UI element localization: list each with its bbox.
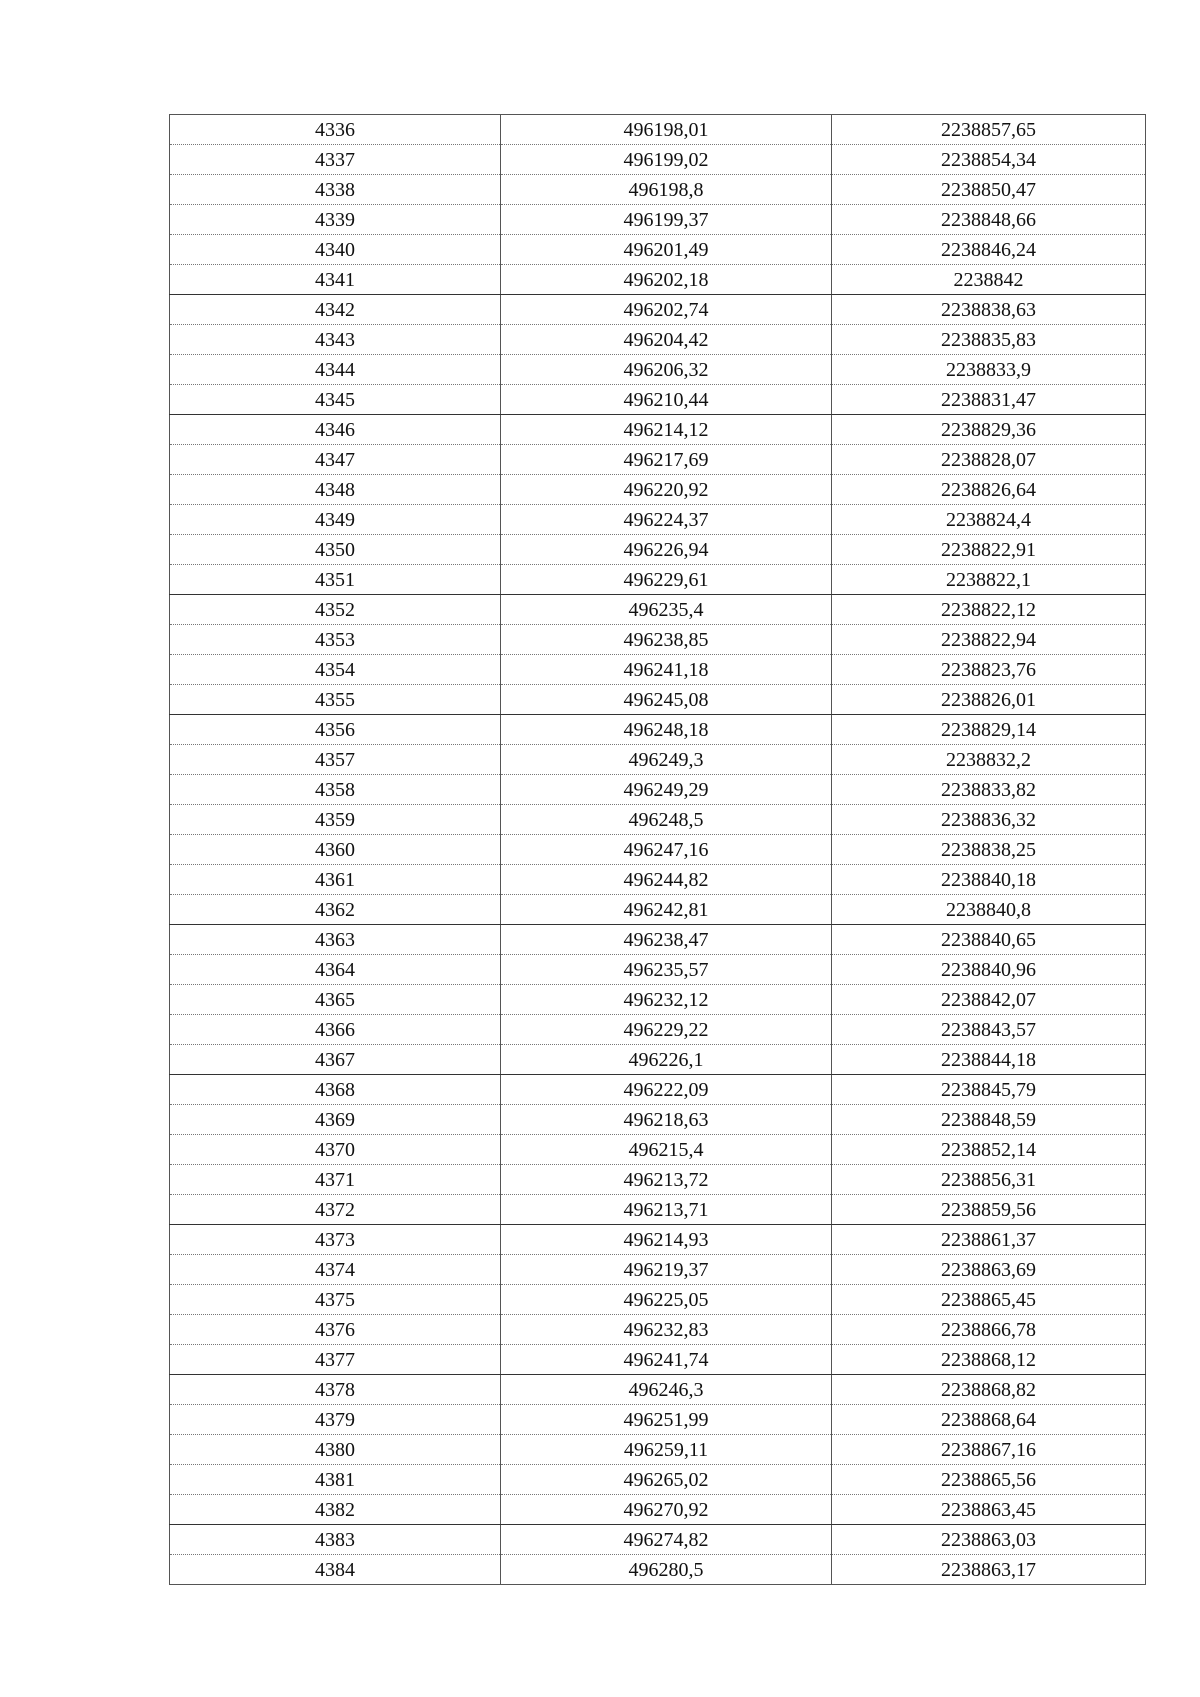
table-row (170, 355, 1146, 385)
table-row (170, 895, 1146, 925)
table-row (170, 1135, 1146, 1165)
y-coordinate-cell: 2238866,78 (832, 1315, 1146, 1345)
point-number-cell: 4359 (170, 805, 501, 835)
y-coordinate-cell: 2238826,01 (832, 685, 1146, 715)
point-number-cell: 4356 (170, 715, 501, 745)
x-coordinate-cell: 496202,18 (501, 265, 832, 295)
point-number-cell: 4340 (170, 235, 501, 265)
x-coordinate-cell: 496219,37 (501, 1255, 832, 1285)
point-number-cell: 4361 (170, 865, 501, 895)
y-coordinate-cell: 2238822,1 (832, 565, 1146, 595)
point-number-cell: 4345 (170, 385, 501, 415)
x-coordinate-cell: 496198,01 (501, 115, 832, 145)
y-coordinate-cell: 2238843,57 (832, 1015, 1146, 1045)
point-number-cell: 4379 (170, 1405, 501, 1435)
point-number-cell: 4376 (170, 1315, 501, 1345)
y-coordinate-cell: 2238840,8 (832, 895, 1146, 925)
x-coordinate-cell: 496280,5 (501, 1555, 832, 1585)
x-coordinate-cell: 496213,71 (501, 1195, 832, 1225)
table-row (170, 1285, 1146, 1315)
y-coordinate-cell: 2238848,66 (832, 205, 1146, 235)
point-number-cell: 4378 (170, 1375, 501, 1405)
table-row (170, 1495, 1146, 1525)
table-row (170, 775, 1146, 805)
point-number-cell: 4358 (170, 775, 501, 805)
y-coordinate-cell: 2238861,37 (832, 1225, 1146, 1255)
y-coordinate-cell: 2238865,56 (832, 1465, 1146, 1495)
point-number-cell: 4364 (170, 955, 501, 985)
y-coordinate-cell: 2238850,47 (832, 175, 1146, 205)
x-coordinate-cell: 496241,18 (501, 655, 832, 685)
x-coordinate-cell: 496214,12 (501, 415, 832, 445)
y-coordinate-cell: 2238852,14 (832, 1135, 1146, 1165)
table-row (170, 595, 1146, 625)
table-row (170, 235, 1146, 265)
x-coordinate-cell: 496235,57 (501, 955, 832, 985)
table-row (170, 745, 1146, 775)
table-row (170, 655, 1146, 685)
point-number-cell: 4366 (170, 1015, 501, 1045)
x-coordinate-cell: 496249,29 (501, 775, 832, 805)
table-row (170, 805, 1146, 835)
point-number-cell: 4351 (170, 565, 501, 595)
table-row (170, 295, 1146, 325)
table-row (170, 985, 1146, 1015)
point-number-cell: 4348 (170, 475, 501, 505)
point-number-cell: 4347 (170, 445, 501, 475)
point-number-cell: 4353 (170, 625, 501, 655)
x-coordinate-cell: 496259,11 (501, 1435, 832, 1465)
y-coordinate-cell: 2238854,34 (832, 145, 1146, 175)
point-number-cell: 4384 (170, 1555, 501, 1585)
y-coordinate-cell: 2238844,18 (832, 1045, 1146, 1075)
point-number-cell: 4339 (170, 205, 501, 235)
table-row (170, 265, 1146, 295)
table-row (170, 1225, 1146, 1255)
y-coordinate-cell: 2238823,76 (832, 655, 1146, 685)
table-row (170, 1075, 1146, 1105)
y-coordinate-cell: 2238832,2 (832, 745, 1146, 775)
x-coordinate-cell: 496204,42 (501, 325, 832, 355)
y-coordinate-cell: 2238833,82 (832, 775, 1146, 805)
point-number-cell: 4350 (170, 535, 501, 565)
point-number-cell: 4343 (170, 325, 501, 355)
x-coordinate-cell: 496249,3 (501, 745, 832, 775)
y-coordinate-cell: 2238840,96 (832, 955, 1146, 985)
y-coordinate-cell: 2238867,16 (832, 1435, 1146, 1465)
point-number-cell: 4370 (170, 1135, 501, 1165)
coordinates-table (169, 114, 1146, 1585)
table-row (170, 115, 1146, 145)
y-coordinate-cell: 2238836,32 (832, 805, 1146, 835)
x-coordinate-cell: 496213,72 (501, 1165, 832, 1195)
x-coordinate-cell: 496206,32 (501, 355, 832, 385)
point-number-cell: 4365 (170, 985, 501, 1015)
y-coordinate-cell: 2238822,91 (832, 535, 1146, 565)
x-coordinate-cell: 496217,69 (501, 445, 832, 475)
x-coordinate-cell: 496248,18 (501, 715, 832, 745)
table-row (170, 1165, 1146, 1195)
point-number-cell: 4363 (170, 925, 501, 955)
table-row (170, 685, 1146, 715)
table-row (170, 1405, 1146, 1435)
x-coordinate-cell: 496199,37 (501, 205, 832, 235)
table-row (170, 865, 1146, 895)
table-row (170, 1015, 1146, 1045)
table-row (170, 535, 1146, 565)
x-coordinate-cell: 496245,08 (501, 685, 832, 715)
point-number-cell: 4344 (170, 355, 501, 385)
x-coordinate-cell: 496214,93 (501, 1225, 832, 1255)
point-number-cell: 4381 (170, 1465, 501, 1495)
table-row (170, 1555, 1146, 1585)
y-coordinate-cell: 2238822,94 (832, 625, 1146, 655)
table-row (170, 715, 1146, 745)
y-coordinate-cell: 2238863,45 (832, 1495, 1146, 1525)
x-coordinate-cell: 496232,12 (501, 985, 832, 1015)
table-row (170, 325, 1146, 355)
y-coordinate-cell: 2238829,14 (832, 715, 1146, 745)
x-coordinate-cell: 496226,94 (501, 535, 832, 565)
y-coordinate-cell: 2238845,79 (832, 1075, 1146, 1105)
x-coordinate-cell: 496202,74 (501, 295, 832, 325)
point-number-cell: 4377 (170, 1345, 501, 1375)
y-coordinate-cell: 2238828,07 (832, 445, 1146, 475)
y-coordinate-cell: 2238846,24 (832, 235, 1146, 265)
point-number-cell: 4380 (170, 1435, 501, 1465)
y-coordinate-cell: 2238831,47 (832, 385, 1146, 415)
point-number-cell: 4352 (170, 595, 501, 625)
x-coordinate-cell: 496215,4 (501, 1135, 832, 1165)
y-coordinate-cell: 2238868,82 (832, 1375, 1146, 1405)
y-coordinate-cell: 2238868,64 (832, 1405, 1146, 1435)
x-coordinate-cell: 496218,63 (501, 1105, 832, 1135)
x-coordinate-cell: 496201,49 (501, 235, 832, 265)
table-row (170, 1255, 1146, 1285)
table-row (170, 175, 1146, 205)
x-coordinate-cell: 496222,09 (501, 1075, 832, 1105)
point-number-cell: 4341 (170, 265, 501, 295)
point-number-cell: 4371 (170, 1165, 501, 1195)
y-coordinate-cell: 2238838,63 (832, 295, 1146, 325)
y-coordinate-cell: 2238840,65 (832, 925, 1146, 955)
point-number-cell: 4349 (170, 505, 501, 535)
x-coordinate-cell: 496229,22 (501, 1015, 832, 1045)
y-coordinate-cell: 2238863,03 (832, 1525, 1146, 1555)
table-row (170, 925, 1146, 955)
x-coordinate-cell: 496270,92 (501, 1495, 832, 1525)
y-coordinate-cell: 2238822,12 (832, 595, 1146, 625)
coordinates-table-body (170, 115, 1146, 1585)
x-coordinate-cell: 496225,05 (501, 1285, 832, 1315)
point-number-cell: 4346 (170, 415, 501, 445)
x-coordinate-cell: 496246,3 (501, 1375, 832, 1405)
point-number-cell: 4382 (170, 1495, 501, 1525)
table-row (170, 1105, 1146, 1135)
y-coordinate-cell: 2238863,17 (832, 1555, 1146, 1585)
point-number-cell: 4355 (170, 685, 501, 715)
point-number-cell: 4374 (170, 1255, 501, 1285)
table-row (170, 1375, 1146, 1405)
table-row (170, 415, 1146, 445)
table-row (170, 445, 1146, 475)
x-coordinate-cell: 496238,85 (501, 625, 832, 655)
point-number-cell: 4369 (170, 1105, 501, 1135)
table-row (170, 1315, 1146, 1345)
point-number-cell: 4336 (170, 115, 501, 145)
table-row (170, 565, 1146, 595)
y-coordinate-cell: 2238863,69 (832, 1255, 1146, 1285)
point-number-cell: 4342 (170, 295, 501, 325)
x-coordinate-cell: 496238,47 (501, 925, 832, 955)
x-coordinate-cell: 496265,02 (501, 1465, 832, 1495)
table-row (170, 1465, 1146, 1495)
x-coordinate-cell: 496224,37 (501, 505, 832, 535)
y-coordinate-cell: 2238842 (832, 265, 1146, 295)
table-row (170, 625, 1146, 655)
table-row (170, 1435, 1146, 1465)
y-coordinate-cell: 2238865,45 (832, 1285, 1146, 1315)
x-coordinate-cell: 496251,99 (501, 1405, 832, 1435)
y-coordinate-cell: 2238868,12 (832, 1345, 1146, 1375)
point-number-cell: 4375 (170, 1285, 501, 1315)
table-row (170, 1525, 1146, 1555)
x-coordinate-cell: 496244,82 (501, 865, 832, 895)
table-row (170, 475, 1146, 505)
y-coordinate-cell: 2238826,64 (832, 475, 1146, 505)
point-number-cell: 4362 (170, 895, 501, 925)
point-number-cell: 4337 (170, 145, 501, 175)
point-number-cell: 4354 (170, 655, 501, 685)
point-number-cell: 4373 (170, 1225, 501, 1255)
x-coordinate-cell: 496235,4 (501, 595, 832, 625)
table-row (170, 505, 1146, 535)
y-coordinate-cell: 2238848,59 (832, 1105, 1146, 1135)
y-coordinate-cell: 2238840,18 (832, 865, 1146, 895)
x-coordinate-cell: 496198,8 (501, 175, 832, 205)
x-coordinate-cell: 496232,83 (501, 1315, 832, 1345)
y-coordinate-cell: 2238859,56 (832, 1195, 1146, 1225)
point-number-cell: 4372 (170, 1195, 501, 1225)
table-row (170, 955, 1146, 985)
table-row (170, 385, 1146, 415)
x-coordinate-cell: 496199,02 (501, 145, 832, 175)
x-coordinate-cell: 496248,5 (501, 805, 832, 835)
x-coordinate-cell: 496210,44 (501, 385, 832, 415)
table-row (170, 145, 1146, 175)
y-coordinate-cell: 2238824,4 (832, 505, 1146, 535)
y-coordinate-cell: 2238838,25 (832, 835, 1146, 865)
y-coordinate-cell: 2238835,83 (832, 325, 1146, 355)
point-number-cell: 4360 (170, 835, 501, 865)
point-number-cell: 4357 (170, 745, 501, 775)
table-row (170, 835, 1146, 865)
x-coordinate-cell: 496220,92 (501, 475, 832, 505)
x-coordinate-cell: 496226,1 (501, 1045, 832, 1075)
x-coordinate-cell: 496242,81 (501, 895, 832, 925)
table-row (170, 1195, 1146, 1225)
y-coordinate-cell: 2238857,65 (832, 115, 1146, 145)
x-coordinate-cell: 496241,74 (501, 1345, 832, 1375)
y-coordinate-cell: 2238829,36 (832, 415, 1146, 445)
y-coordinate-cell: 2238833,9 (832, 355, 1146, 385)
x-coordinate-cell: 496274,82 (501, 1525, 832, 1555)
table-row (170, 1045, 1146, 1075)
point-number-cell: 4383 (170, 1525, 501, 1555)
y-coordinate-cell: 2238856,31 (832, 1165, 1146, 1195)
point-number-cell: 4368 (170, 1075, 501, 1105)
x-coordinate-cell: 496247,16 (501, 835, 832, 865)
table-row (170, 1345, 1146, 1375)
point-number-cell: 4367 (170, 1045, 501, 1075)
x-coordinate-cell: 496229,61 (501, 565, 832, 595)
point-number-cell: 4338 (170, 175, 501, 205)
table-row (170, 205, 1146, 235)
y-coordinate-cell: 2238842,07 (832, 985, 1146, 1015)
